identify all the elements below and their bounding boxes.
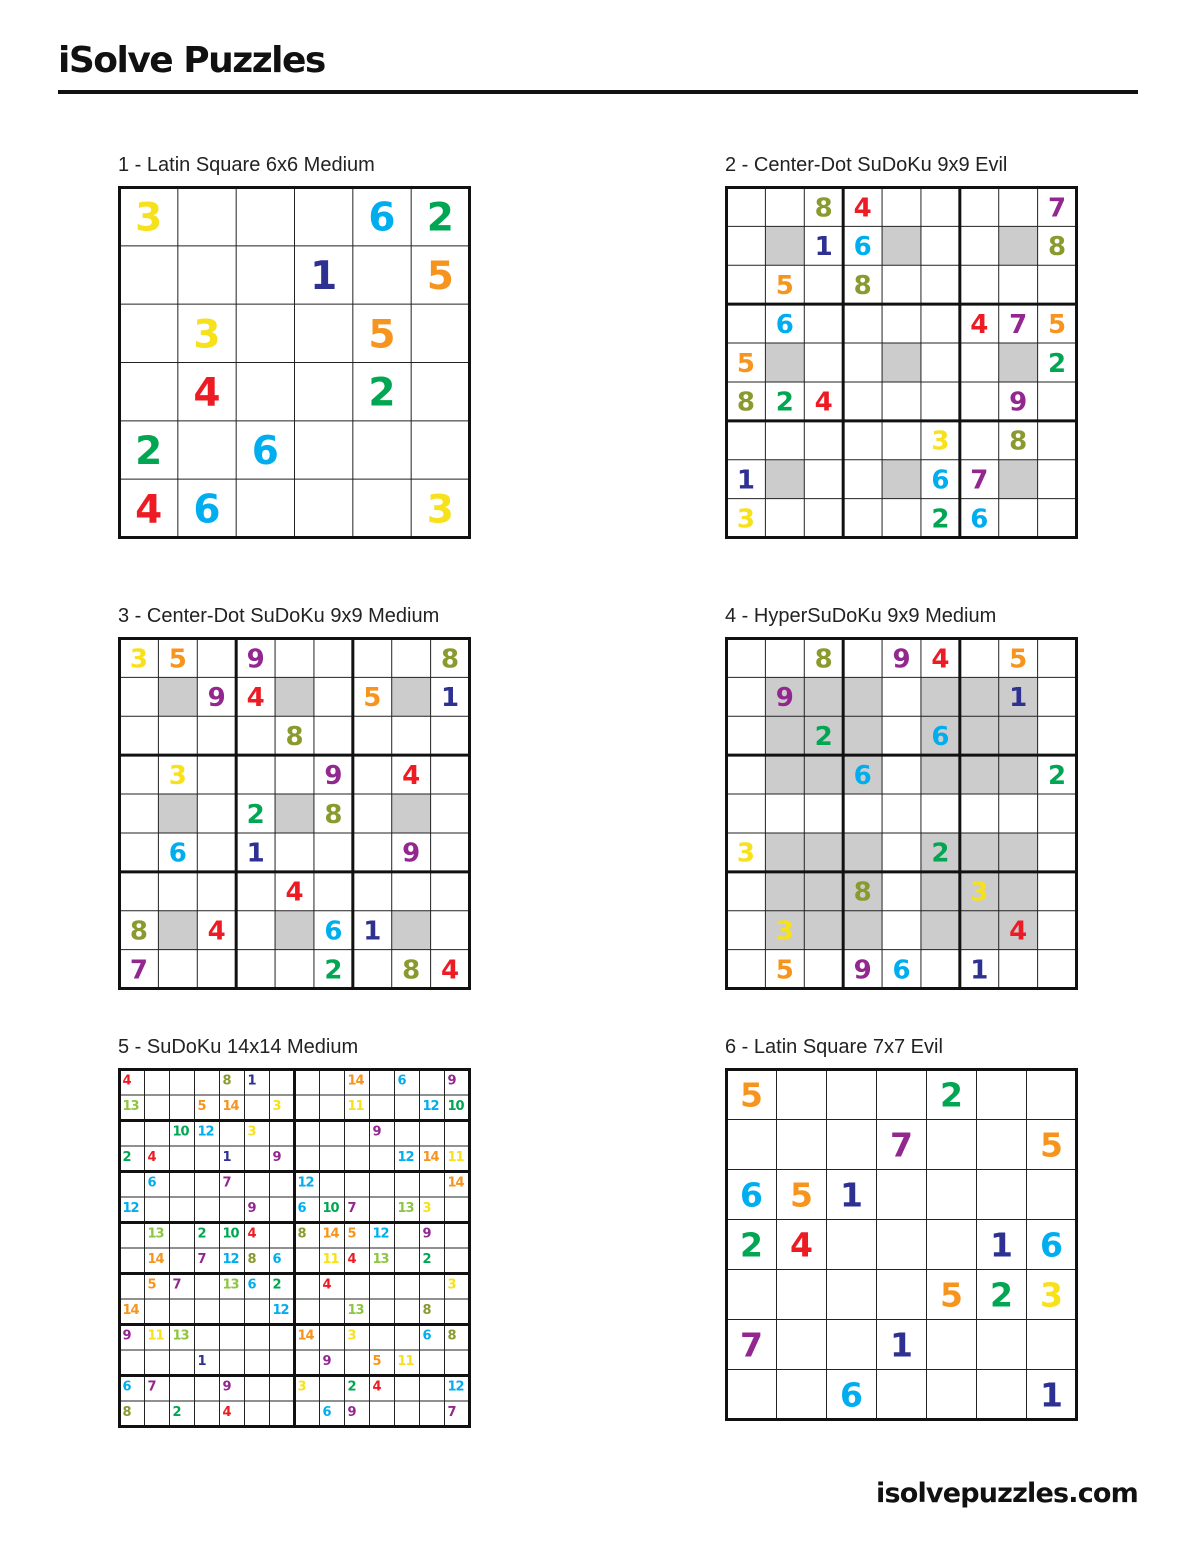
- shaded-cell: [275, 911, 314, 950]
- cell-number: 6: [422, 1328, 431, 1344]
- cell-number: 6: [970, 504, 989, 535]
- shaded-cell: [843, 911, 882, 950]
- shaded-cell: [921, 911, 960, 950]
- cell-number: 13: [122, 1099, 139, 1114]
- cell-number: 11: [397, 1354, 414, 1369]
- cell-number: 5: [1048, 309, 1067, 340]
- shaded-cell: [999, 755, 1038, 794]
- cell-number: 1: [814, 232, 833, 263]
- cell-number: 4: [207, 916, 226, 947]
- cell-number: 5: [1009, 644, 1028, 675]
- cell-number: 6: [122, 1379, 131, 1395]
- cell-number: 9: [853, 955, 872, 986]
- shaded-cell: [960, 716, 999, 755]
- cell-number: 9: [324, 760, 343, 791]
- cell-number: 4: [122, 1073, 131, 1089]
- shaded-cell: [999, 833, 1038, 872]
- shaded-cell: [765, 460, 804, 499]
- cell-number: 13: [222, 1277, 239, 1293]
- shaded-cell: [804, 911, 843, 950]
- cell-number: 1: [247, 1073, 256, 1089]
- cell-number: 8: [447, 1328, 456, 1344]
- shaded-cell: [765, 226, 804, 265]
- cell-number: 6: [193, 487, 221, 533]
- cell-number: 8: [441, 644, 460, 675]
- cell-number: 13: [372, 1252, 389, 1267]
- cell-number: 6: [297, 1201, 306, 1216]
- cell-number: 6: [247, 1277, 256, 1293]
- cell-number: 2: [246, 799, 265, 830]
- shaded-cell: [765, 872, 804, 911]
- cell-number: 4: [1009, 916, 1028, 947]
- cell-number: 5: [940, 1275, 963, 1315]
- cell-number: 12: [297, 1175, 314, 1191]
- cell-number: 14: [222, 1099, 239, 1114]
- cell-number: 4: [247, 1226, 256, 1242]
- cell-number: 2: [347, 1379, 356, 1395]
- cell-number: 4: [441, 955, 460, 986]
- cell-number: 1: [736, 465, 755, 496]
- cell-number: 1: [246, 838, 265, 869]
- cell-number: 2: [740, 1225, 763, 1265]
- cell-number: 8: [324, 799, 343, 830]
- cell-number: 2: [135, 429, 163, 475]
- cell-number: 1: [890, 1325, 913, 1365]
- shaded-cell: [843, 716, 882, 755]
- cell-number: 12: [222, 1252, 239, 1267]
- cell-number: 9: [207, 683, 226, 714]
- cell-number: 4: [853, 193, 872, 224]
- cell-number: 13: [347, 1303, 364, 1318]
- cell-number: 12: [372, 1226, 389, 1242]
- cell-number: 5: [168, 644, 187, 675]
- cell-number: 3: [272, 1099, 281, 1114]
- shaded-cell: [392, 794, 431, 833]
- cell-number: 5: [372, 1354, 381, 1369]
- puzzle-1-title: 1 - Latin Square 6x6 Medium: [118, 154, 375, 176]
- cell-number: 5: [775, 271, 794, 302]
- cell-number: 5: [736, 348, 755, 379]
- shaded-cell: [999, 226, 1038, 265]
- cell-number: 4: [322, 1277, 331, 1293]
- header-rule: [58, 90, 1138, 94]
- puzzle-5-title: 5 - SuDoKu 14x14 Medium: [118, 1036, 359, 1058]
- cell-number: 6: [147, 1175, 156, 1191]
- cell-number: 3: [426, 487, 454, 533]
- cell-number: 12: [397, 1150, 414, 1165]
- puzzle-4-title: 4 - HyperSuDoKu 9x9 Medium: [725, 605, 997, 627]
- cell-number: 5: [363, 683, 382, 714]
- cell-number: 8: [247, 1252, 256, 1267]
- cell-number: 9: [372, 1124, 381, 1140]
- shaded-cell: [882, 460, 921, 499]
- cell-number: 9: [447, 1073, 456, 1089]
- cell-number: 12: [272, 1303, 289, 1318]
- cell-number: 6: [740, 1175, 763, 1215]
- cell-number: 3: [129, 644, 148, 675]
- cell-number: 2: [775, 387, 794, 418]
- footer-url: isolvepuzzles.com: [875, 1478, 1138, 1509]
- cell-number: 2: [368, 370, 396, 416]
- shaded-cell: [960, 755, 999, 794]
- cell-number: 7: [147, 1379, 156, 1395]
- cell-number: 5: [1040, 1125, 1063, 1165]
- cell-number: 1: [840, 1175, 863, 1215]
- cell-number: 8: [1048, 232, 1067, 263]
- cell-number: 8: [853, 877, 872, 908]
- cell-number: 6: [397, 1073, 406, 1089]
- cell-number: 9: [246, 644, 265, 675]
- cell-number: 7: [970, 465, 989, 496]
- cell-number: 4: [246, 683, 265, 714]
- cell-number: 2: [990, 1275, 1013, 1315]
- cell-number: 4: [970, 309, 989, 340]
- cell-number: 3: [736, 504, 755, 535]
- shaded-cell: [921, 872, 960, 911]
- cell-number: 8: [297, 1226, 306, 1242]
- cell-number: 4: [931, 644, 950, 675]
- cell-number: 8: [853, 271, 872, 302]
- cell-number: 2: [940, 1075, 963, 1115]
- cell-number: 11: [322, 1252, 339, 1267]
- shaded-cell: [960, 911, 999, 950]
- puzzle-2-grid: [725, 186, 1078, 539]
- cell-number: 13: [172, 1328, 189, 1344]
- cell-number: 14: [322, 1226, 339, 1242]
- cell-number: 1: [1009, 683, 1028, 714]
- shaded-cell: [804, 872, 843, 911]
- shaded-cell: [392, 677, 431, 716]
- cell-number: 6: [931, 465, 950, 496]
- shaded-cell: [765, 833, 804, 872]
- cell-number: 8: [422, 1303, 431, 1318]
- shaded-cell: [765, 755, 804, 794]
- cell-number: 2: [814, 722, 833, 753]
- cell-number: 5: [740, 1075, 763, 1115]
- shaded-cell: [999, 343, 1038, 382]
- cell-number: 6: [272, 1252, 281, 1267]
- cell-number: 14: [147, 1252, 164, 1267]
- cell-number: 6: [931, 722, 950, 753]
- cell-number: 7: [1009, 309, 1028, 340]
- shaded-cell: [158, 794, 197, 833]
- cell-number: 6: [775, 309, 794, 340]
- cell-number: 4: [402, 760, 421, 791]
- cell-number: 9: [222, 1379, 231, 1395]
- cell-number: 7: [1048, 193, 1067, 224]
- shaded-cell: [804, 755, 843, 794]
- cell-number: 2: [122, 1150, 131, 1165]
- shaded-cell: [999, 460, 1038, 499]
- puzzle-3-grid: [118, 637, 471, 990]
- cell-number: 5: [790, 1175, 813, 1215]
- cell-number: 8: [814, 644, 833, 675]
- cell-number: 1: [363, 916, 382, 947]
- cell-number: 8: [1009, 426, 1028, 457]
- cell-number: 10: [172, 1124, 189, 1140]
- cell-number: 3: [447, 1277, 456, 1293]
- shaded-cell: [158, 677, 197, 716]
- shaded-cell: [843, 833, 882, 872]
- cell-number: 13: [147, 1226, 164, 1242]
- puzzle-1-grid: [118, 186, 471, 539]
- cell-number: 1: [1040, 1375, 1063, 1415]
- shaded-cell: [804, 833, 843, 872]
- cell-number: 3: [970, 877, 989, 908]
- cell-number: 9: [402, 838, 421, 869]
- cell-number: 6: [168, 838, 187, 869]
- shaded-cell: [882, 226, 921, 265]
- cell-number: 2: [931, 504, 950, 535]
- cell-number: 8: [122, 1405, 131, 1420]
- cell-number: 6: [1040, 1225, 1063, 1265]
- cell-number: 1: [441, 683, 460, 714]
- cell-number: 9: [247, 1201, 256, 1216]
- cell-number: 5: [347, 1226, 356, 1242]
- cell-number: 14: [297, 1328, 314, 1344]
- cell-number: 3: [193, 312, 221, 358]
- cell-number: 4: [814, 387, 833, 418]
- cell-number: 4: [347, 1252, 356, 1267]
- cell-number: 7: [347, 1201, 356, 1216]
- cell-number: 2: [1048, 760, 1067, 791]
- puzzle-5-grid: [118, 1068, 471, 1428]
- cell-number: 1: [222, 1150, 231, 1165]
- cell-number: 9: [1009, 387, 1028, 418]
- cell-number: 9: [775, 683, 794, 714]
- cell-number: 10: [322, 1201, 339, 1216]
- cell-number: 9: [322, 1354, 331, 1369]
- cell-number: 2: [426, 195, 454, 241]
- cell-number: 4: [222, 1405, 231, 1420]
- shaded-cell: [960, 833, 999, 872]
- cell-number: 12: [197, 1124, 214, 1140]
- cell-number: 3: [736, 838, 755, 869]
- cell-number: 3: [297, 1379, 306, 1395]
- cell-number: 7: [740, 1325, 763, 1365]
- shaded-cell: [999, 872, 1038, 911]
- cell-number: 4: [285, 877, 304, 908]
- puzzle-4-grid: [725, 637, 1078, 990]
- cell-number: 4: [372, 1379, 381, 1395]
- cell-number: 9: [422, 1226, 431, 1242]
- cell-number: 14: [447, 1175, 464, 1191]
- cell-number: 5: [775, 955, 794, 986]
- cell-number: 14: [122, 1303, 139, 1318]
- cell-number: 1: [990, 1225, 1013, 1265]
- cell-number: 5: [147, 1277, 156, 1293]
- cell-number: 4: [790, 1225, 813, 1265]
- puzzle-6-grid: [725, 1068, 1078, 1421]
- puzzle-3-title: 3 - Center-Dot SuDoKu 9x9 Medium: [118, 605, 440, 627]
- puzzle-2-title: 2 - Center-Dot SuDoKu 9x9 Evil: [725, 154, 1008, 176]
- cell-number: 3: [422, 1201, 431, 1216]
- shaded-cell: [392, 911, 431, 950]
- cell-number: 8: [129, 916, 148, 947]
- cell-number: 12: [122, 1201, 139, 1216]
- cell-number: 3: [347, 1328, 356, 1344]
- shaded-cell: [960, 677, 999, 716]
- cell-number: 13: [397, 1201, 414, 1216]
- cell-number: 4: [193, 370, 221, 416]
- cell-number: 11: [147, 1328, 164, 1344]
- cell-number: 7: [222, 1175, 231, 1191]
- cell-number: 6: [368, 195, 396, 241]
- cell-number: 2: [272, 1277, 281, 1293]
- cell-number: 2: [324, 955, 343, 986]
- cell-number: 9: [272, 1150, 281, 1165]
- cell-number: 8: [222, 1073, 231, 1089]
- cell-number: 8: [736, 387, 755, 418]
- cell-number: 4: [147, 1150, 156, 1165]
- cell-number: 14: [347, 1073, 364, 1089]
- cell-number: 3: [1040, 1275, 1063, 1315]
- cell-number: 3: [775, 916, 794, 947]
- shaded-cell: [158, 911, 197, 950]
- cell-number: 1: [970, 955, 989, 986]
- cell-number: 5: [426, 254, 454, 300]
- cell-number: 2: [422, 1252, 431, 1267]
- shaded-cell: [804, 677, 843, 716]
- cell-number: 1: [310, 254, 338, 300]
- cell-number: 10: [447, 1099, 464, 1114]
- cell-number: 12: [447, 1379, 464, 1395]
- cell-number: 3: [931, 426, 950, 457]
- shaded-cell: [843, 677, 882, 716]
- cell-number: 7: [172, 1277, 181, 1293]
- cell-number: 2: [197, 1226, 206, 1242]
- cell-number: 4: [135, 487, 163, 533]
- cell-number: 6: [853, 232, 872, 263]
- cell-number: 5: [197, 1099, 206, 1114]
- shaded-cell: [921, 755, 960, 794]
- cell-number: 2: [1048, 348, 1067, 379]
- brand-logo: iSolve Puzzles: [58, 40, 325, 81]
- cell-number: 1: [197, 1354, 206, 1369]
- cell-number: 8: [402, 955, 421, 986]
- cell-number: 6: [840, 1375, 863, 1415]
- shaded-cell: [275, 677, 314, 716]
- cell-number: 7: [129, 955, 148, 986]
- cell-number: 7: [197, 1252, 206, 1267]
- shaded-cell: [921, 677, 960, 716]
- cell-number: 11: [347, 1099, 364, 1114]
- cell-number: 5: [368, 312, 396, 358]
- cell-number: 11: [447, 1150, 464, 1165]
- cell-number: 8: [285, 722, 304, 753]
- cell-number: 6: [853, 760, 872, 791]
- cell-number: 6: [324, 916, 343, 947]
- cell-number: 2: [172, 1405, 181, 1420]
- cell-number: 7: [447, 1405, 456, 1420]
- cell-number: 9: [122, 1328, 131, 1344]
- cell-number: 10: [222, 1226, 239, 1242]
- shaded-cell: [882, 343, 921, 382]
- cell-number: 8: [814, 193, 833, 224]
- cell-number: 12: [422, 1099, 439, 1114]
- cell-number: 3: [168, 760, 187, 791]
- shaded-cell: [765, 716, 804, 755]
- shaded-cell: [999, 716, 1038, 755]
- cell-number: 9: [347, 1405, 356, 1420]
- cell-number: 9: [892, 644, 911, 675]
- cell-number: 6: [892, 955, 911, 986]
- grid-border: [727, 1070, 1077, 1420]
- shaded-cell: [275, 794, 314, 833]
- cell-number: 14: [422, 1150, 439, 1165]
- cell-number: 3: [135, 195, 163, 241]
- cell-number: 2: [931, 838, 950, 869]
- puzzle-6-title: 6 - Latin Square 7x7 Evil: [725, 1036, 943, 1058]
- shaded-cell: [765, 343, 804, 382]
- cell-number: 6: [251, 429, 279, 475]
- cell-number: 7: [890, 1125, 913, 1165]
- cell-number: 3: [247, 1124, 256, 1140]
- cell-number: 6: [322, 1405, 331, 1420]
